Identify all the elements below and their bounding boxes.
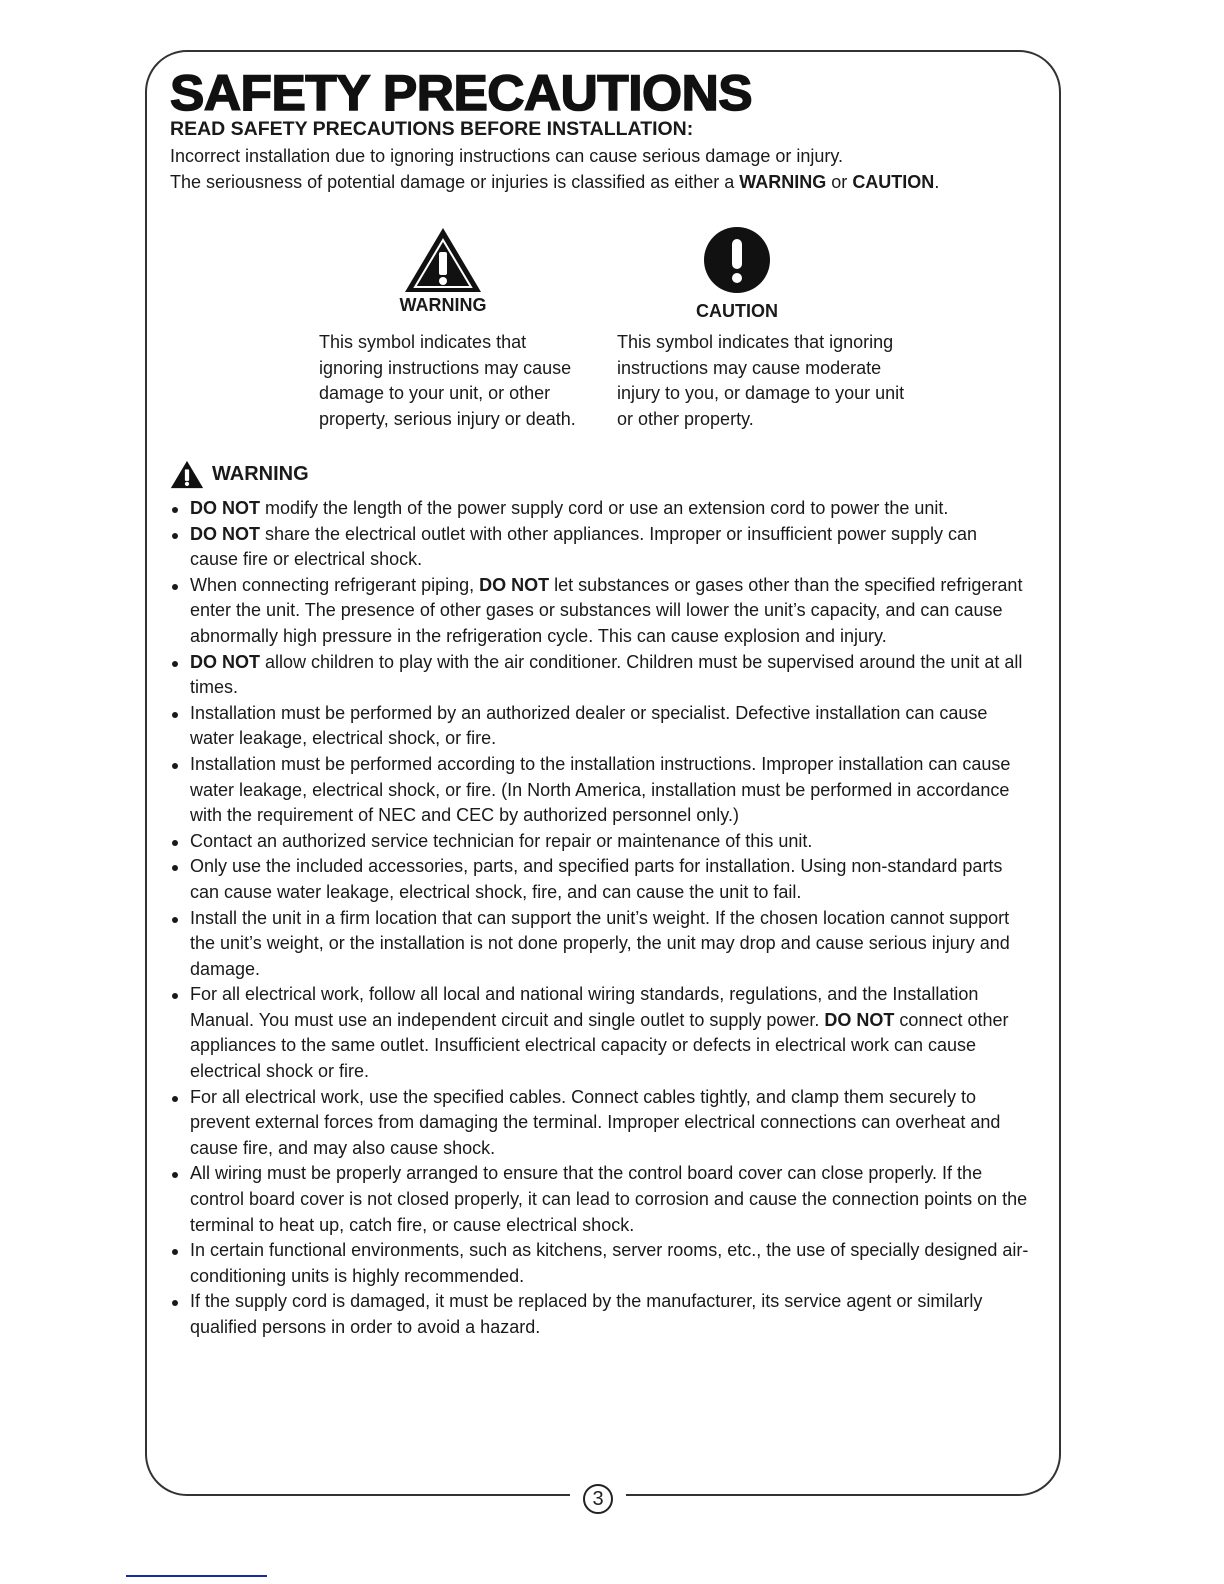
warning-triangle-icon bbox=[170, 460, 204, 489]
item-text: connect other appliances to the same outlet. Insufficient electrical capacity or defects in electrical work can cause electrical shock or fire. bbox=[190, 1009, 1009, 1082]
warning-list bbox=[170, 496, 1030, 1341]
item-text: When connecting refrigerant piping, bbox=[190, 574, 480, 595]
intro-caution-term: CAUTION bbox=[852, 172, 935, 192]
emphasis-text: DO NOT bbox=[190, 651, 260, 672]
list-item bbox=[170, 1161, 1030, 1238]
list-item bbox=[170, 522, 1030, 573]
item-text: All wiring must be properly arranged to ensure that the control board cover can close properly. If the control board cover is not closed properly, it can lead to corrosion and cause the connection points on the terminal to heat up, catch fire, or cause electrical shock. bbox=[190, 1163, 1028, 1235]
item-text: If the supply cord is damaged, it must be replaced by the manufacturer, its service agent or similarly qualified persons in order to avoid a hazard. bbox=[190, 1291, 983, 1337]
item-text: Only use the included accessories, parts, and specified parts for installation. Using non-standard parts can cause water leakage, electrical shock, fire, and can cause the unit to fail. bbox=[190, 856, 1003, 902]
list-item bbox=[170, 752, 1030, 829]
list-item bbox=[170, 573, 1030, 650]
intro-line-1: Incorrect installation due to ignoring instructions can cause serious damage or injury. bbox=[170, 146, 844, 166]
item-text: share the electrical outlet with other appliances. Improper or insufficient power supply can cause fire or electrical shock. bbox=[190, 523, 978, 570]
list-item bbox=[170, 854, 1030, 905]
list-item bbox=[170, 1289, 1030, 1340]
intro-text: The seriousness of potential damage or injuries is classified as either a bbox=[170, 172, 740, 192]
item-text: Install the unit in a firm location that can support the unit’s weight. If the chosen location cannot support the unit’s weight, or the installation is not done properly, the unit may drop and cause serious injury and damage. bbox=[190, 907, 1010, 979]
page-title: SAFETY PRECAUTIONS bbox=[170, 65, 753, 121]
warning-symbol-label: WARNING bbox=[399, 295, 487, 315]
item-text: Installation must be performed according to the installation instructions. Improper installation can cause water leakage, electrical shock, or fire. (In North America, installation must be performed in accordance with the requirement of NEC and CEC by authorized personnel only.) bbox=[190, 753, 1011, 826]
caution-symbol bbox=[687, 226, 787, 322]
warning-triangle-icon bbox=[403, 226, 483, 294]
emphasis-text: DO NOT bbox=[479, 574, 550, 595]
intro-warning-term: WARNING bbox=[739, 172, 827, 192]
intro-line-2 bbox=[170, 169, 939, 195]
emphasis-text: DO NOT bbox=[824, 1009, 895, 1030]
link-underline bbox=[126, 1575, 267, 1577]
item-text: allow children to play with the air conditioner. Children must be supervised around the unit at all times. bbox=[190, 651, 1023, 698]
list-item bbox=[170, 1085, 1030, 1162]
warning-description: This symbol indicates that ignoring instructions may cause damage to your unit, or other property, serious injury or death. bbox=[319, 332, 576, 429]
warning-heading bbox=[170, 460, 309, 489]
item-text: let substances or gases other than the specified refrigerant enter the unit. The presence of other gases or substances will lower the unit’s capacity, and can cause abnormally high pressure in the refrigeration cycle. This can cause explosion and injury. bbox=[190, 574, 1023, 646]
item-text: For all electrical work, follow all local and national wiring standards, regulations, and the Installation Manual. You must use an independent circuit and single outlet to supply power. bbox=[190, 984, 979, 1030]
list-item bbox=[170, 906, 1030, 983]
list-item bbox=[170, 1238, 1030, 1289]
emphasis-text: DO NOT bbox=[190, 498, 260, 518]
subheading: READ SAFETY PRECAUTIONS BEFORE INSTALLATION: bbox=[170, 118, 694, 140]
emphasis-text: DO NOT bbox=[190, 523, 260, 544]
intro-text: . bbox=[934, 172, 940, 192]
intro bbox=[170, 143, 939, 195]
item-text: Installation must be performed by an authorized dealer or specialist. Defective installation can cause water leakage, electrical shock, or fire. bbox=[190, 702, 988, 749]
list-item bbox=[170, 650, 1030, 701]
list-item bbox=[170, 701, 1030, 752]
caution-description: This symbol indicates that ignoring instructions may cause moderate injury to you, or damage to your unit or other property. bbox=[617, 332, 905, 429]
warning-symbol bbox=[393, 226, 493, 316]
list-item bbox=[170, 982, 1030, 1084]
warning-heading-label: WARNING bbox=[212, 463, 309, 485]
exclamation-circle-icon bbox=[703, 226, 771, 294]
item-text: Contact an authorized service technician for repair or maintenance of this unit. bbox=[190, 830, 813, 851]
item-text: modify the length of the power supply cord or use an extension cord to power the unit. bbox=[260, 498, 949, 518]
item-text: For all electrical work, use the specified cables. Connect cables tightly, and clamp them securely to prevent external forces from damaging the terminal. Improper electrical connections can overheat and cause fire, and may also cause shock. bbox=[190, 1086, 1001, 1158]
list-item bbox=[170, 829, 1030, 855]
page-number: 3 bbox=[583, 1484, 613, 1514]
caution-symbol-label: CAUTION bbox=[696, 301, 778, 321]
item-text: In certain functional environments, such as kitchens, server rooms, etc., the use of specially designed air-conditioning units is highly recommended. bbox=[190, 1240, 1029, 1286]
list-item bbox=[170, 496, 1030, 522]
intro-text: or bbox=[826, 172, 853, 192]
